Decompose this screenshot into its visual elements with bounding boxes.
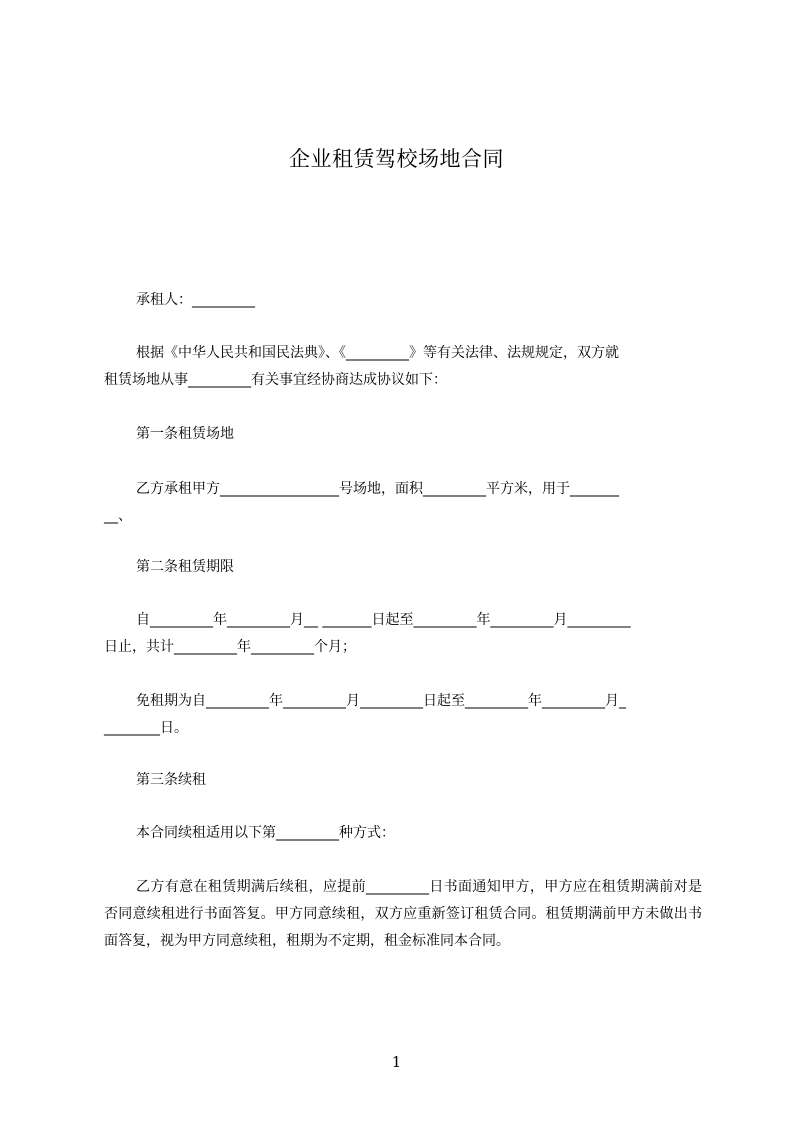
article-heading-1: 第一条租赁场地 — [136, 426, 234, 442]
paragraph-legal-basis-line2: 租赁场地从事_________有关事宜经协商达成协议如下： — [104, 372, 447, 388]
paragraph-premises-line2: __、 — [104, 508, 132, 524]
paragraph-legal-basis-line1: 根据《中华人民共和国民法典》、《_________》等有关法律、法规规定，双方就 — [136, 345, 619, 361]
paragraph-term-line2: 日止，共计_________年_________个月； — [104, 639, 356, 655]
document-title: 企业租赁驾校场地合同 — [289, 147, 504, 171]
paragraph-rent-free-line1: 免租期为自_________年_________月_________日起至_________年_________月_ — [136, 693, 626, 709]
paragraph-renewal-detail: 乙方有意在租赁期满后续租，应提前_________日书面通知甲方，甲方应在租赁期满前对是否同意续租进行书面答复。甲方同意续租，双方应重新签订租赁合同。租赁期满前甲方未做出书面答复，视为甲方同意续租，租期为不定期，租金标准同本合同。 — [104, 879, 702, 949]
paragraph-term-line1: 自_________年_________月__ _______日起至_________年_________月_________ — [136, 612, 631, 628]
paragraph-premises-line1: 乙方承租甲方_________________号场地，面积_________平方米，用于_______ — [136, 481, 619, 497]
article-heading-3: 第三条续租 — [136, 772, 206, 788]
paragraph-lessee: 承租人：_________ — [136, 292, 255, 308]
paragraph-rent-free-line2: ________日。 — [104, 720, 188, 736]
paragraph-renewal-method: 本合同续租适用以下第_________种方式： — [136, 825, 395, 841]
page-number: 1 — [391, 1053, 402, 1071]
article-heading-2: 第二条租赁期限 — [136, 559, 234, 575]
